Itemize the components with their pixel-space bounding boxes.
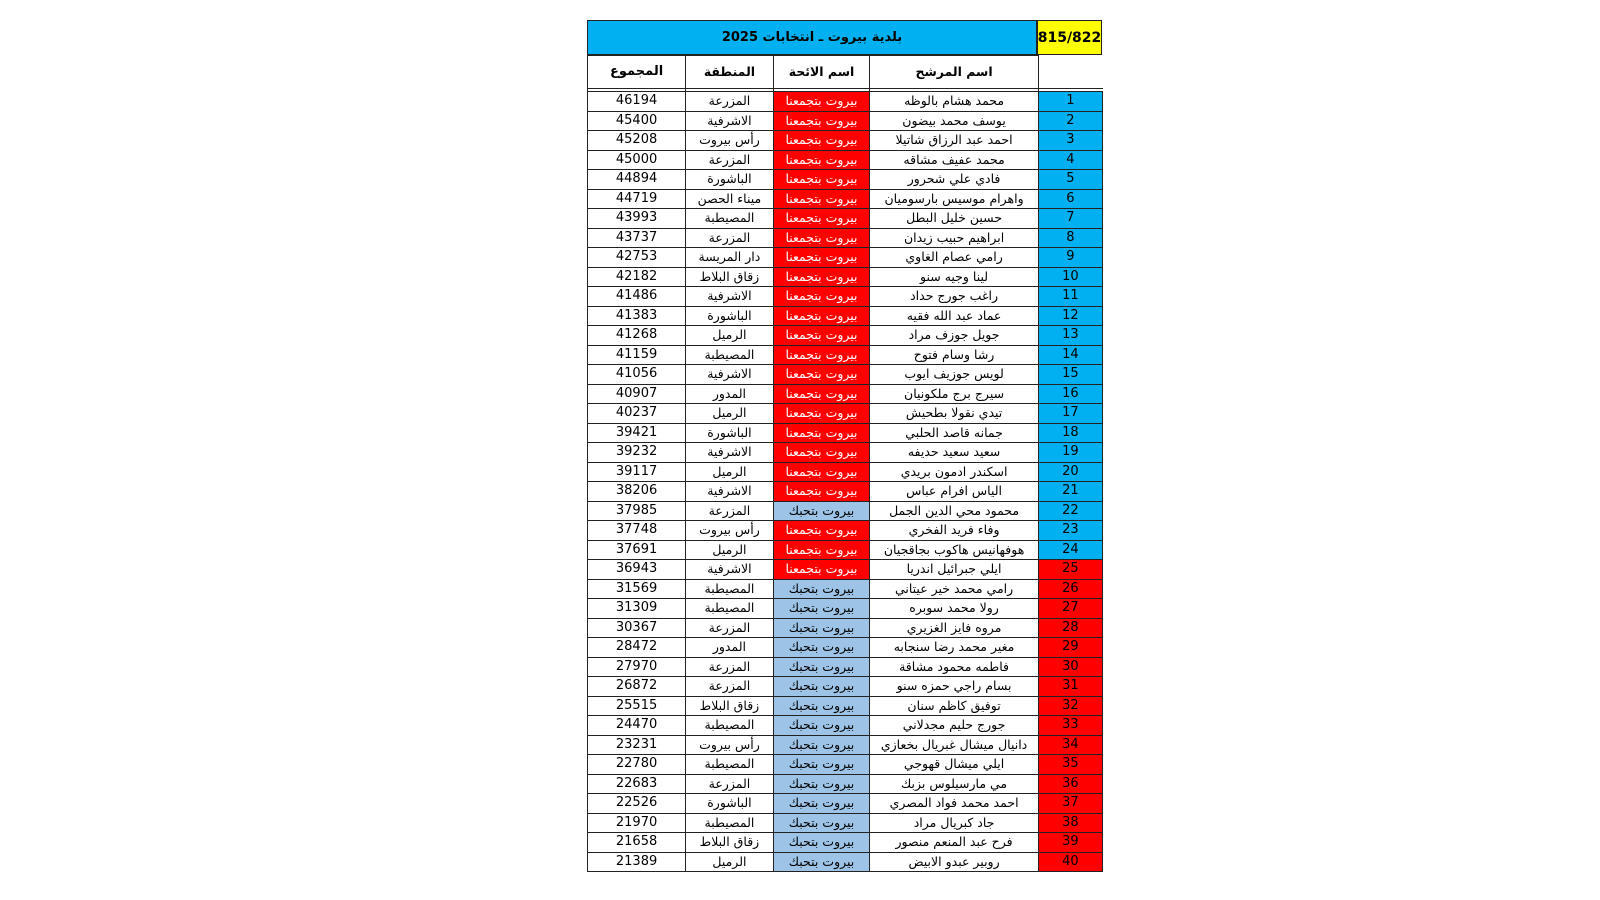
name-cell: تيدي نقولا بطحيش	[870, 404, 1039, 424]
area-cell: المصيطبة	[686, 209, 774, 229]
table-row	[588, 618, 1103, 638]
list-cell: بيروت بتجمعنا	[773, 189, 870, 209]
list-cell: بيروت بتجمعنا	[773, 540, 870, 560]
table-row	[588, 228, 1103, 248]
table-row	[588, 111, 1103, 131]
list-cell: بيروت بتجمعنا	[773, 287, 870, 307]
rank-cell: 29	[1038, 638, 1102, 658]
name-cell: ابراهيم حبيب زيدان	[870, 228, 1039, 248]
total-cell: 27970	[588, 657, 686, 677]
rank-cell: 36	[1038, 774, 1102, 794]
list-cell: بيروت بتحبك	[773, 852, 870, 872]
total-cell: 24470	[588, 716, 686, 736]
area-cell: زقاق البلاط	[686, 696, 774, 716]
area-cell: ميناء الحصن	[686, 189, 774, 209]
list-cell: بيروت بتجمعنا	[773, 170, 870, 190]
list-cell: بيروت بتحبك	[773, 774, 870, 794]
name-cell: محمود محي الدين الجمل	[870, 501, 1039, 521]
rank-cell: 25	[1038, 560, 1102, 580]
rank-cell: 16	[1038, 384, 1102, 404]
table-row	[588, 501, 1103, 521]
name-cell: محمد هشام بالوظه	[870, 92, 1039, 112]
name-cell: محمد عفيف مشاقه	[870, 150, 1039, 170]
list-cell: بيروت بتجمعنا	[773, 443, 870, 463]
list-cell: بيروت بتجمعنا	[773, 306, 870, 326]
list-cell: بيروت بتحبك	[773, 677, 870, 697]
name-cell: عماد عبد الله فقيه	[870, 306, 1039, 326]
area-cell: زقاق البلاط	[686, 833, 774, 853]
rank-cell: 31	[1038, 677, 1102, 697]
area-cell: المصيطبة	[686, 579, 774, 599]
name-cell: سعيد سعيد حديفه	[870, 443, 1039, 463]
total-cell: 42182	[588, 267, 686, 287]
rank-cell: 17	[1038, 404, 1102, 424]
area-cell: المزرعة	[686, 501, 774, 521]
rank-cell: 15	[1038, 365, 1102, 385]
area-cell: الرميل	[686, 404, 774, 424]
rank-cell: 26	[1038, 579, 1102, 599]
rank-cell: 19	[1038, 443, 1102, 463]
total-cell: 41383	[588, 306, 686, 326]
list-cell: بيروت بتحبك	[773, 618, 870, 638]
total-cell: 45000	[588, 150, 686, 170]
name-cell: رشا وسام فتوح	[870, 345, 1039, 365]
total-cell: 22780	[588, 755, 686, 775]
table-row	[588, 774, 1103, 794]
list-cell: بيروت بتجمعنا	[773, 209, 870, 229]
total-cell: 46194	[588, 92, 686, 112]
total-cell: 25515	[588, 696, 686, 716]
area-cell: الباشورة	[686, 306, 774, 326]
table-row	[588, 189, 1103, 209]
table-row	[588, 443, 1103, 463]
rank-cell: 4	[1038, 150, 1102, 170]
rank-cell: 1	[1038, 92, 1102, 112]
table-row	[588, 755, 1103, 775]
area-cell: رأس بيروت	[686, 521, 774, 541]
rank-cell: 13	[1038, 326, 1102, 346]
rank-cell: 18	[1038, 423, 1102, 443]
table-row	[588, 696, 1103, 716]
rank-cell: 20	[1038, 462, 1102, 482]
rank-cell: 37	[1038, 794, 1102, 814]
area-cell: المصيطبة	[686, 716, 774, 736]
list-cell: بيروت بتحبك	[773, 657, 870, 677]
table-row	[588, 560, 1103, 580]
area-cell: الرميل	[686, 326, 774, 346]
rank-cell: 30	[1038, 657, 1102, 677]
name-cell: جمانه قاصد الحلبي	[870, 423, 1039, 443]
total-cell: 21970	[588, 813, 686, 833]
table-row	[588, 423, 1103, 443]
name-cell: الياس افرام عباس	[870, 482, 1039, 502]
rank-cell: 28	[1038, 618, 1102, 638]
table-row	[588, 92, 1103, 112]
list-cell: بيروت بتحبك	[773, 716, 870, 736]
header-name: اسم المرشح	[870, 56, 1039, 89]
total-cell: 30367	[588, 618, 686, 638]
total-cell: 40237	[588, 404, 686, 424]
list-cell: بيروت بتجمعنا	[773, 111, 870, 131]
list-cell: بيروت بتحبك	[773, 755, 870, 775]
rank-cell: 7	[1038, 209, 1102, 229]
list-cell: بيروت بتحبك	[773, 813, 870, 833]
table-row	[588, 306, 1103, 326]
list-cell: بيروت بتجمعنا	[773, 521, 870, 541]
name-cell: احمد محمد فواد المصري	[870, 794, 1039, 814]
area-cell: الاشرفية	[686, 560, 774, 580]
list-cell: بيروت بتجمعنا	[773, 423, 870, 443]
area-cell: رأس بيروت	[686, 131, 774, 151]
header-rank-blank	[1038, 56, 1102, 89]
table-row	[588, 267, 1103, 287]
name-cell: بسام راجي حمزه سنو	[870, 677, 1039, 697]
area-cell: الرميل	[686, 852, 774, 872]
list-cell: بيروت بتحبك	[773, 638, 870, 658]
area-cell: المدور	[686, 384, 774, 404]
list-cell: بيروت بتحبك	[773, 696, 870, 716]
list-cell: بيروت بتجمعنا	[773, 150, 870, 170]
name-cell: رامي عصام الغاوي	[870, 248, 1039, 268]
table-row	[588, 287, 1103, 307]
table-row	[588, 326, 1103, 346]
area-cell: المزرعة	[686, 657, 774, 677]
name-cell: جويل جوزف مراد	[870, 326, 1039, 346]
total-cell: 43993	[588, 209, 686, 229]
total-cell: 21658	[588, 833, 686, 853]
total-cell: 41268	[588, 326, 686, 346]
sheet-title: بلدية بيروت ـ انتخابات 2025	[587, 20, 1037, 55]
name-cell: فادي علي شحرور	[870, 170, 1039, 190]
list-cell: بيروت بتجمعنا	[773, 92, 870, 112]
total-cell: 41056	[588, 365, 686, 385]
list-cell: بيروت بتجمعنا	[773, 326, 870, 346]
area-cell: المصيطبة	[686, 345, 774, 365]
area-cell: المزرعة	[686, 228, 774, 248]
name-cell: روبير عبدو الابيض	[870, 852, 1039, 872]
total-cell: 26872	[588, 677, 686, 697]
total-cell: 42753	[588, 248, 686, 268]
name-cell: دانيال ميشال غبريال بخعازي	[870, 735, 1039, 755]
table-row	[588, 345, 1103, 365]
area-cell: الاشرفية	[686, 482, 774, 502]
table-row	[588, 657, 1103, 677]
name-cell: مغير محمد رضا سنجابه	[870, 638, 1039, 658]
rank-cell: 9	[1038, 248, 1102, 268]
list-cell: بيروت بتجمعنا	[773, 365, 870, 385]
table-row	[588, 579, 1103, 599]
area-cell: دار المريسة	[686, 248, 774, 268]
name-cell: ايلي جبرائيل اندريا	[870, 560, 1039, 580]
rank-cell: 22	[1038, 501, 1102, 521]
list-cell: بيروت بتجمعنا	[773, 404, 870, 424]
header-area: المنطقة	[686, 56, 774, 89]
table-row	[588, 735, 1103, 755]
list-cell: بيروت بتجمعنا	[773, 482, 870, 502]
table-row	[588, 209, 1103, 229]
total-cell: 37748	[588, 521, 686, 541]
total-cell: 37691	[588, 540, 686, 560]
name-cell: وفاء فريد الفخري	[870, 521, 1039, 541]
list-cell: بيروت بتجمعنا	[773, 228, 870, 248]
name-cell: احمد عبد الرزاق شاتيلا	[870, 131, 1039, 151]
area-cell: الرميل	[686, 462, 774, 482]
total-cell: 44894	[588, 170, 686, 190]
rank-cell: 34	[1038, 735, 1102, 755]
area-cell: الباشورة	[686, 170, 774, 190]
rank-cell: 6	[1038, 189, 1102, 209]
name-cell: مروه فايز الغزيري	[870, 618, 1039, 638]
results-sheet	[587, 20, 1103, 873]
table-row	[588, 150, 1103, 170]
rank-cell: 32	[1038, 696, 1102, 716]
table-row	[588, 131, 1103, 151]
name-cell: مي مارسيلوس بزبك	[870, 774, 1039, 794]
rank-cell: 8	[1038, 228, 1102, 248]
rank-cell: 24	[1038, 540, 1102, 560]
name-cell: ايلي ميشال قهوجي	[870, 755, 1039, 775]
area-cell: المزرعة	[686, 774, 774, 794]
total-cell: 36943	[588, 560, 686, 580]
area-cell: المصيطبة	[686, 599, 774, 619]
area-cell: المزرعة	[686, 150, 774, 170]
table-row	[588, 482, 1103, 502]
area-cell: زقاق البلاط	[686, 267, 774, 287]
list-cell: بيروت بتحبك	[773, 501, 870, 521]
name-cell: رولا محمد سوبره	[870, 599, 1039, 619]
table-row	[588, 521, 1103, 541]
list-cell: بيروت بتجمعنا	[773, 131, 870, 151]
count-badge: 815/822	[1037, 20, 1102, 55]
total-cell: 41159	[588, 345, 686, 365]
area-cell: الاشرفية	[686, 111, 774, 131]
name-cell: فاطمه محمود مشاقة	[870, 657, 1039, 677]
list-cell: بيروت بتجمعنا	[773, 384, 870, 404]
area-cell: المزرعة	[686, 677, 774, 697]
list-cell: بيروت بتجمعنا	[773, 345, 870, 365]
area-cell: الرميل	[686, 540, 774, 560]
table-row	[588, 462, 1103, 482]
total-cell: 39232	[588, 443, 686, 463]
area-cell: المزرعة	[686, 618, 774, 638]
table-row	[588, 384, 1103, 404]
name-cell: سيرج برج ملكونيان	[870, 384, 1039, 404]
rank-cell: 2	[1038, 111, 1102, 131]
total-cell: 37985	[588, 501, 686, 521]
rank-cell: 12	[1038, 306, 1102, 326]
area-cell: المدور	[686, 638, 774, 658]
list-cell: بيروت بتحبك	[773, 833, 870, 853]
column-header-row	[588, 56, 1103, 89]
table-row	[588, 677, 1103, 697]
area-cell: الباشورة	[686, 423, 774, 443]
rank-cell: 14	[1038, 345, 1102, 365]
area-cell: الاشرفية	[686, 287, 774, 307]
rank-cell: 40	[1038, 852, 1102, 872]
name-cell: واهرام موسيس بارسوميان	[870, 189, 1039, 209]
table-row	[588, 852, 1103, 872]
list-cell: بيروت بتجمعنا	[773, 560, 870, 580]
total-cell: 22526	[588, 794, 686, 814]
total-cell: 23231	[588, 735, 686, 755]
total-cell: 38206	[588, 482, 686, 502]
list-cell: بيروت بتجمعنا	[773, 462, 870, 482]
rank-cell: 10	[1038, 267, 1102, 287]
total-cell: 39421	[588, 423, 686, 443]
area-cell: المصيطبة	[686, 813, 774, 833]
total-cell: 31309	[588, 599, 686, 619]
rank-cell: 21	[1038, 482, 1102, 502]
header-total: المجموع	[588, 56, 686, 89]
total-cell: 22683	[588, 774, 686, 794]
list-cell: بيروت بتحبك	[773, 599, 870, 619]
area-cell: الباشورة	[686, 794, 774, 814]
list-cell: بيروت بتجمعنا	[773, 267, 870, 287]
table-row	[588, 833, 1103, 853]
table-row	[588, 248, 1103, 268]
rank-cell: 27	[1038, 599, 1102, 619]
name-cell: فرح عبد المنعم منصور	[870, 833, 1039, 853]
name-cell: هوفهانيس هاكوب بجاقجيان	[870, 540, 1039, 560]
table-row	[588, 365, 1103, 385]
table-row	[588, 404, 1103, 424]
area-cell: المصيطبة	[686, 755, 774, 775]
total-cell: 45208	[588, 131, 686, 151]
total-cell: 39117	[588, 462, 686, 482]
total-cell: 21389	[588, 852, 686, 872]
table-row	[588, 813, 1103, 833]
list-cell: بيروت بتحبك	[773, 579, 870, 599]
name-cell: توفيق كاظم سنان	[870, 696, 1039, 716]
table-row	[588, 599, 1103, 619]
results-table	[587, 55, 1103, 872]
name-cell: حسين خليل البطل	[870, 209, 1039, 229]
total-cell: 31569	[588, 579, 686, 599]
table-row	[588, 540, 1103, 560]
table-row	[588, 794, 1103, 814]
rank-cell: 38	[1038, 813, 1102, 833]
name-cell: لويس جوزيف ايوب	[870, 365, 1039, 385]
list-cell: بيروت بتحبك	[773, 794, 870, 814]
name-cell: جورج حليم مجدلاني	[870, 716, 1039, 736]
table-row	[588, 716, 1103, 736]
area-cell: المزرعة	[686, 92, 774, 112]
rank-cell: 39	[1038, 833, 1102, 853]
rank-cell: 11	[1038, 287, 1102, 307]
table-row	[588, 170, 1103, 190]
rank-cell: 5	[1038, 170, 1102, 190]
area-cell: الاشرفية	[686, 365, 774, 385]
header-list: اسم الائحة	[773, 56, 870, 89]
total-cell: 43737	[588, 228, 686, 248]
name-cell: راغب جورج حداد	[870, 287, 1039, 307]
name-cell: يوسف محمد بيضون	[870, 111, 1039, 131]
total-cell: 28472	[588, 638, 686, 658]
table-row	[588, 638, 1103, 658]
total-cell: 41486	[588, 287, 686, 307]
total-cell: 44719	[588, 189, 686, 209]
rank-cell: 35	[1038, 755, 1102, 775]
name-cell: جاد كبريال مراد	[870, 813, 1039, 833]
rank-cell: 3	[1038, 131, 1102, 151]
total-cell: 40907	[588, 384, 686, 404]
total-cell: 45400	[588, 111, 686, 131]
rank-cell: 23	[1038, 521, 1102, 541]
name-cell: لينا وجيه سنو	[870, 267, 1039, 287]
name-cell: اسكندر ادمون بريدي	[870, 462, 1039, 482]
list-cell: بيروت بتحبك	[773, 735, 870, 755]
area-cell: الاشرفية	[686, 443, 774, 463]
list-cell: بيروت بتجمعنا	[773, 248, 870, 268]
name-cell: رامي محمد خير عيتاني	[870, 579, 1039, 599]
rank-cell: 33	[1038, 716, 1102, 736]
area-cell: رأس بيروت	[686, 735, 774, 755]
